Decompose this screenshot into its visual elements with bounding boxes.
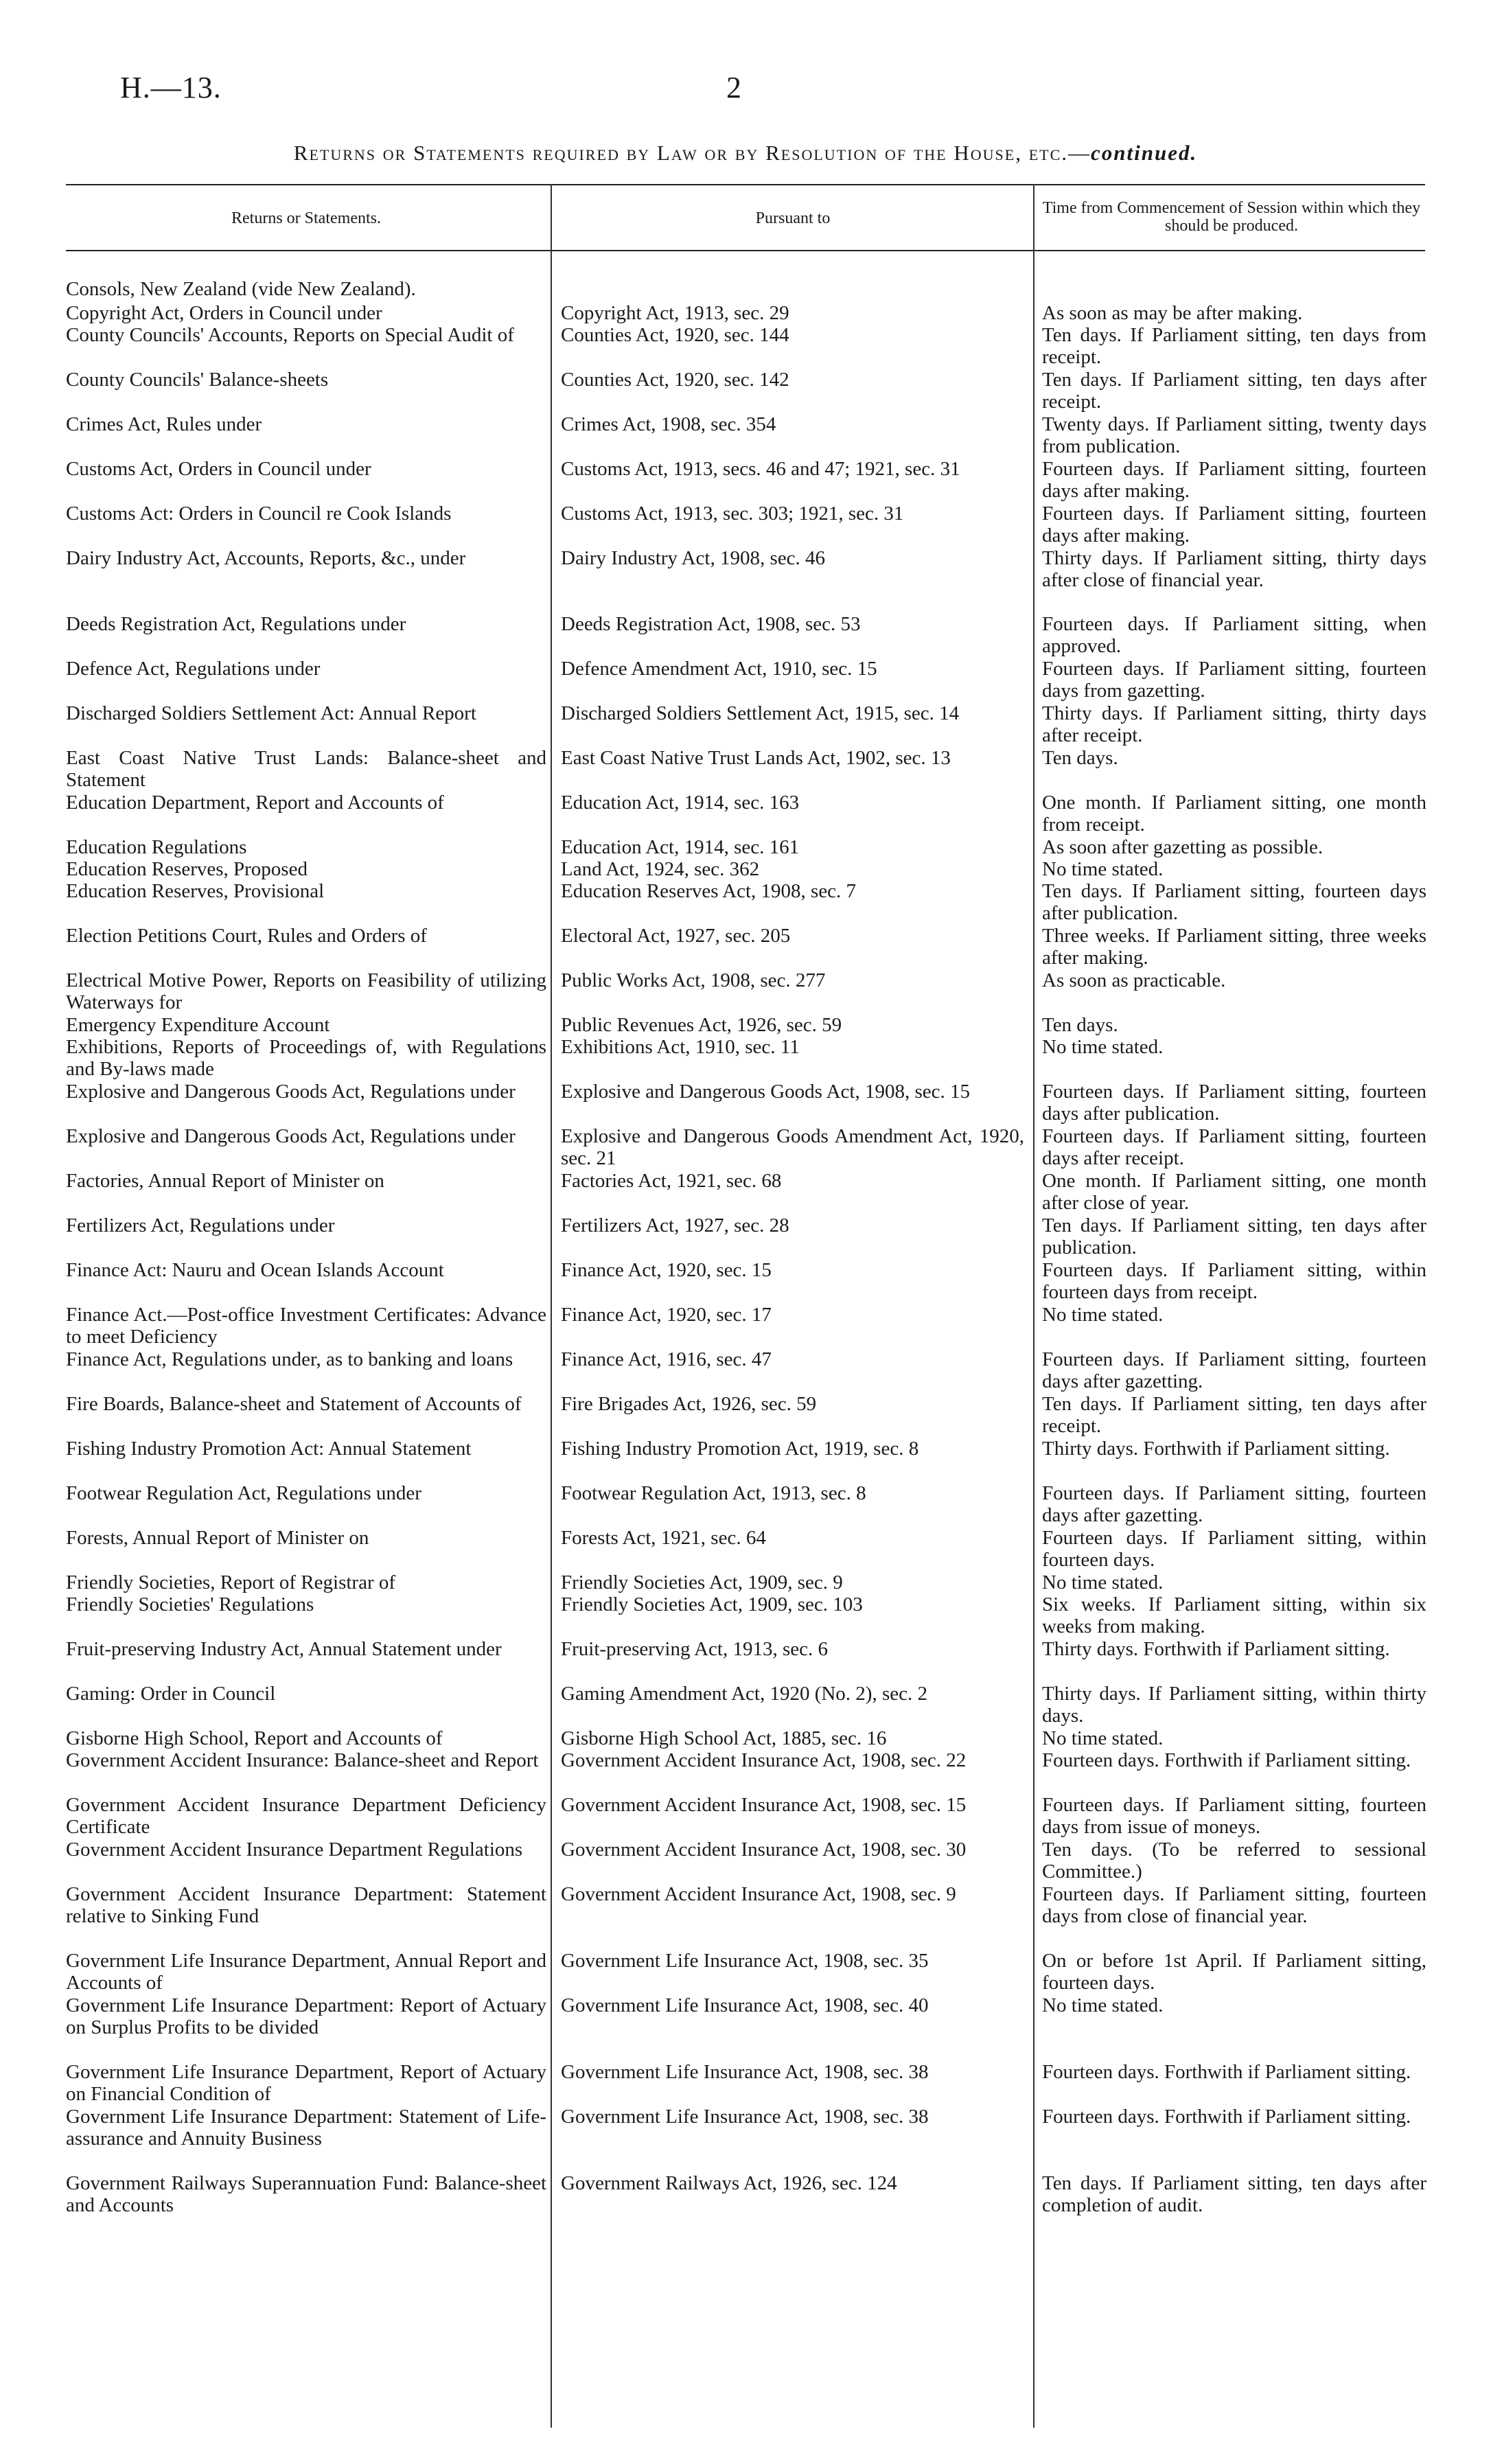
cell-pursuant: Discharged Soldiers Settlement Act, 1915, sec. 14 bbox=[561, 702, 960, 724]
cell-time: Fourteen days. If Parliament sitting, fourteen days after publication. bbox=[1042, 1081, 1426, 1125]
cell-return: Footwear Regulation Act, Regulations under bbox=[66, 1482, 421, 1504]
cell-return: Government Accident Insurance Department: Statement relative to Sinking Fund bbox=[66, 1883, 546, 1927]
cell-time: Fourteen days. If Parliament sitting, fourteen days after gazetting. bbox=[1042, 1348, 1426, 1392]
column-divider-1 bbox=[551, 184, 552, 2428]
cell-pursuant: Factories Act, 1921, sec. 68 bbox=[561, 1170, 782, 1192]
cell-time: Fourteen days. If Parliament sitting, fourteen days from close of financial year. bbox=[1042, 1883, 1426, 1927]
cell-pursuant: Government Railways Act, 1926, sec. 124 bbox=[561, 2172, 897, 2194]
cell-pursuant: Public Revenues Act, 1926, sec. 59 bbox=[561, 1014, 842, 1036]
cell-pursuant: Electoral Act, 1927, sec. 205 bbox=[561, 925, 791, 947]
cell-time: Six weeks. If Parliament sitting, within six weeks from making. bbox=[1042, 1593, 1426, 1637]
cell-return: Fishing Industry Promotion Act: Annual Statement bbox=[66, 1438, 472, 1460]
cell-time: Ten days. (To be referred to sessional Committee.) bbox=[1042, 1839, 1426, 1882]
cell-pursuant: Education Reserves Act, 1908, sec. 7 bbox=[561, 880, 857, 902]
cell-time: Thirty days. If Parliament sitting, within thirty days. bbox=[1042, 1683, 1426, 1727]
cell-pursuant: Government Life Insurance Act, 1908, sec. 40 bbox=[561, 1994, 929, 2016]
cell-time: Fourteen days. Forthwith if Parliament sitting. bbox=[1042, 1749, 1411, 1771]
cell-pursuant: Deeds Registration Act, 1908, sec. 53 bbox=[561, 613, 861, 635]
page-number: 2 bbox=[726, 71, 741, 104]
cell-return: Government Accident Insurance Department Regulations bbox=[66, 1839, 523, 1861]
cell-time: Fourteen days. If Parliament sitting, fourteen days after making. bbox=[1042, 503, 1426, 546]
table-top-rule bbox=[66, 184, 1425, 185]
cell-time: As soon after gazetting as possible. bbox=[1042, 836, 1324, 858]
title-main: Returns or Statements required by Law or by Resolution of the House, etc.— bbox=[293, 141, 1091, 165]
page-title bbox=[0, 141, 1491, 165]
cell-time: One month. If Parliament sitting, one month from receipt. bbox=[1042, 792, 1426, 836]
cell-time: Fourteen days. If Parliament sitting, within fourteen days. bbox=[1042, 1527, 1426, 1571]
cell-time: Twenty days. If Parliament sitting, twenty days from publication. bbox=[1042, 413, 1426, 457]
cell-time: Fourteen days. If Parliament sitting, fourteen days after receipt. bbox=[1042, 1125, 1426, 1169]
cell-time: On or before 1st April. If Parliament sitting, fourteen days. bbox=[1042, 1950, 1426, 1994]
cell-time: No time stated. bbox=[1042, 1304, 1164, 1326]
cell-pursuant: Customs Act, 1913, sec. 303; 1921, sec. 31 bbox=[561, 503, 904, 525]
cell-pursuant: Friendly Societies Act, 1909, sec. 9 bbox=[561, 1571, 843, 1593]
header-returns: Returns or Statements. bbox=[231, 209, 381, 227]
cell-pursuant: Explosive and Dangerous Goods Act, 1908, sec. 15 bbox=[561, 1081, 971, 1103]
cell-time: Ten days. bbox=[1042, 747, 1118, 769]
cell-return: Consols, New Zealand (vide New Zealand). bbox=[66, 278, 416, 300]
cell-return: Fruit-preserving Industry Act, Annual Statement under bbox=[66, 1638, 502, 1660]
cell-return: East Coast Native Trust Lands: Balance-sheet and Statement bbox=[66, 747, 546, 791]
cell-return: Explosive and Dangerous Goods Act, Regulations under bbox=[66, 1125, 516, 1147]
cell-time: Ten days. If Parliament sitting, ten days after publication. bbox=[1042, 1214, 1426, 1258]
cell-pursuant: Finance Act, 1916, sec. 47 bbox=[561, 1348, 772, 1370]
cell-return: Discharged Soldiers Settlement Act: Annual Report bbox=[66, 702, 476, 724]
cell-time: Ten days. If Parliament sitting, fourteen days after publication. bbox=[1042, 880, 1426, 924]
cell-pursuant: Exhibitions Act, 1910, sec. 11 bbox=[561, 1036, 800, 1058]
page-reference: H.—13. bbox=[120, 71, 222, 104]
cell-time: No time stated. bbox=[1042, 858, 1164, 880]
cell-time: Fourteen days. Forthwith if Parliament sitting. bbox=[1042, 2061, 1411, 2083]
cell-pursuant: Gisborne High School Act, 1885, sec. 16 bbox=[561, 1727, 887, 1749]
cell-return: Education Regulations bbox=[66, 836, 247, 858]
cell-return: Education Reserves, Provisional bbox=[66, 880, 325, 902]
cell-return: Finance Act, Regulations under, as to banking and loans bbox=[66, 1348, 513, 1370]
cell-time: Fourteen days. If Parliament sitting, fourteen days from gazetting. bbox=[1042, 658, 1426, 702]
cell-pursuant: Counties Act, 1920, sec. 142 bbox=[561, 369, 789, 391]
cell-return: Government Life Insurance Department, Annual Report and Accounts of bbox=[66, 1950, 546, 1994]
cell-return: Education Reserves, Proposed bbox=[66, 858, 308, 880]
cell-return: Deeds Registration Act, Regulations under bbox=[66, 613, 406, 635]
cell-time: Thirty days. If Parliament sitting, thirty days after receipt. bbox=[1042, 702, 1426, 746]
cell-return: Crimes Act, Rules under bbox=[66, 413, 262, 435]
cell-time: Fourteen days. If Parliament sitting, fourteen days after making. bbox=[1042, 458, 1426, 502]
cell-time: Thirty days. Forthwith if Parliament sitting. bbox=[1042, 1638, 1390, 1660]
cell-return: Friendly Societies' Regulations bbox=[66, 1593, 314, 1615]
cell-return: Government Accident Insurance: Balance-sheet and Report bbox=[66, 1749, 539, 1771]
cell-return: Government Railways Superannuation Fund: Balance-sheet and Accounts bbox=[66, 2172, 546, 2216]
cell-time: Thirty days. If Parliament sitting, thirty days after close of financial year. bbox=[1042, 547, 1426, 591]
cell-pursuant: Copyright Act, 1913, sec. 29 bbox=[561, 302, 789, 324]
cell-time: Ten days. If Parliament sitting, ten days after receipt. bbox=[1042, 369, 1426, 413]
cell-time: No time stated. bbox=[1042, 1994, 1164, 2016]
cell-time: No time stated. bbox=[1042, 1036, 1164, 1058]
cell-return: Fire Boards, Balance-sheet and Statement of Accounts of bbox=[66, 1393, 522, 1415]
cell-return: Copyright Act, Orders in Council under bbox=[66, 302, 382, 324]
cell-return: Finance Act.—Post-office Investment Certificates: Advance to meet Deficiency bbox=[66, 1304, 546, 1348]
cell-pursuant: Public Works Act, 1908, sec. 277 bbox=[561, 969, 826, 991]
cell-return: County Councils' Balance-sheets bbox=[66, 369, 329, 391]
cell-time: Thirty days. Forthwith if Parliament sitting. bbox=[1042, 1438, 1390, 1460]
cell-pursuant: Defence Amendment Act, 1910, sec. 15 bbox=[561, 658, 877, 680]
cell-return: Electrical Motive Power, Reports on Feasibility of utilizing Waterways for bbox=[66, 969, 546, 1013]
cell-return: Dairy Industry Act, Accounts, Reports, &c., under bbox=[66, 547, 466, 569]
cell-pursuant: Finance Act, 1920, sec. 15 bbox=[561, 1259, 772, 1281]
header-time: Time from Commencement of Session within which they should be produced. bbox=[1042, 199, 1421, 235]
cell-pursuant: East Coast Native Trust Lands Act, 1902, sec. 13 bbox=[561, 747, 951, 769]
cell-pursuant: Dairy Industry Act, 1908, sec. 46 bbox=[561, 547, 825, 569]
cell-time: Fourteen days. If Parliament sitting, fourteen days after gazetting. bbox=[1042, 1482, 1426, 1526]
cell-pursuant: Fruit-preserving Act, 1913, sec. 6 bbox=[561, 1638, 829, 1660]
cell-pursuant: Fire Brigades Act, 1926, sec. 59 bbox=[561, 1393, 817, 1415]
cell-return: Exhibitions, Reports of Proceedings of, with Regulations and By-laws made bbox=[66, 1036, 546, 1080]
cell-return: Government Life Insurance Department: Report of Actuary on Surplus Profits to be divided bbox=[66, 1994, 546, 2038]
cell-time: As soon as may be after making. bbox=[1042, 302, 1303, 324]
cell-pursuant: Fishing Industry Promotion Act, 1919, sec. 8 bbox=[561, 1438, 919, 1460]
cell-time: Ten days. If Parliament sitting, ten days from receipt. bbox=[1042, 324, 1426, 368]
cell-pursuant: Government Life Insurance Act, 1908, sec. 35 bbox=[561, 1950, 929, 1972]
cell-pursuant: Forests Act, 1921, sec. 64 bbox=[561, 1527, 766, 1549]
cell-pursuant: Land Act, 1924, sec. 362 bbox=[561, 858, 760, 880]
cell-time: Ten days. bbox=[1042, 1014, 1118, 1036]
cell-return: Customs Act: Orders in Council re Cook Islands bbox=[66, 503, 452, 525]
cell-return: Gaming: Order in Council bbox=[66, 1683, 276, 1705]
cell-pursuant: Government Accident Insurance Act, 1908, sec. 22 bbox=[561, 1749, 967, 1771]
cell-pursuant: Crimes Act, 1908, sec. 354 bbox=[561, 413, 776, 435]
cell-return: Government Life Insurance Department: Statement of Life-assurance and Annuity Business bbox=[66, 2106, 546, 2150]
cell-return: Friendly Societies, Report of Registrar of bbox=[66, 1571, 396, 1593]
cell-time: As soon as practicable. bbox=[1042, 969, 1226, 991]
cell-pursuant: Customs Act, 1913, secs. 46 and 47; 1921, sec. 31 bbox=[561, 458, 960, 480]
cell-return: Government Life Insurance Department, Report of Actuary on Financial Condition of bbox=[66, 2061, 546, 2105]
cell-return: Defence Act, Regulations under bbox=[66, 658, 321, 680]
cell-return: Gisborne High School, Report and Accounts of bbox=[66, 1727, 443, 1749]
cell-return: County Councils' Accounts, Reports on Special Audit of bbox=[66, 324, 514, 346]
cell-pursuant: Government Life Insurance Act, 1908, sec. 38 bbox=[561, 2106, 929, 2128]
cell-pursuant: Gaming Amendment Act, 1920 (No. 2), sec. 2 bbox=[561, 1683, 927, 1705]
cell-return: Finance Act: Nauru and Ocean Islands Account bbox=[66, 1259, 444, 1281]
cell-return: Fertilizers Act, Regulations under bbox=[66, 1214, 335, 1236]
column-divider-2 bbox=[1033, 184, 1035, 2428]
cell-pursuant: Fertilizers Act, 1927, sec. 28 bbox=[561, 1214, 789, 1236]
cell-return: Factories, Annual Report of Minister on bbox=[66, 1170, 384, 1192]
cell-pursuant: Friendly Societies Act, 1909, sec. 103 bbox=[561, 1593, 863, 1615]
cell-time: Ten days. If Parliament sitting, ten days after receipt. bbox=[1042, 1393, 1426, 1437]
cell-time: No time stated. bbox=[1042, 1727, 1164, 1749]
cell-return: Explosive and Dangerous Goods Act, Regulations under bbox=[66, 1081, 516, 1103]
cell-pursuant: Footwear Regulation Act, 1913, sec. 8 bbox=[561, 1482, 866, 1504]
cell-return: Government Accident Insurance Department Deficiency Certificate bbox=[66, 1794, 546, 1838]
cell-time: Ten days. If Parliament sitting, ten days after completion of audit. bbox=[1042, 2172, 1426, 2216]
cell-time: Fourteen days. If Parliament sitting, when approved. bbox=[1042, 613, 1426, 657]
cell-return: Emergency Expenditure Account bbox=[66, 1014, 330, 1036]
cell-return: Forests, Annual Report of Minister on bbox=[66, 1527, 369, 1549]
cell-time: One month. If Parliament sitting, one month after close of year. bbox=[1042, 1170, 1426, 1214]
cell-time: No time stated. bbox=[1042, 1571, 1164, 1593]
title-continued: continued. bbox=[1091, 141, 1198, 165]
table-header-rule bbox=[66, 250, 1425, 251]
cell-pursuant: Education Act, 1914, sec. 163 bbox=[561, 792, 800, 814]
cell-pursuant: Counties Act, 1920, sec. 144 bbox=[561, 324, 789, 346]
cell-pursuant: Government Accident Insurance Act, 1908, sec. 9 bbox=[561, 1883, 956, 1905]
cell-return: Election Petitions Court, Rules and Orders of bbox=[66, 925, 427, 947]
cell-time: Fourteen days. Forthwith if Parliament sitting. bbox=[1042, 2106, 1411, 2128]
cell-pursuant: Finance Act, 1920, sec. 17 bbox=[561, 1304, 772, 1326]
cell-return: Customs Act, Orders in Council under bbox=[66, 458, 371, 480]
cell-time: Three weeks. If Parliament sitting, three weeks after making. bbox=[1042, 925, 1426, 969]
cell-pursuant: Education Act, 1914, sec. 161 bbox=[561, 836, 800, 858]
cell-pursuant: Government Life Insurance Act, 1908, sec. 38 bbox=[561, 2061, 929, 2083]
header-pursuant: Pursuant to bbox=[755, 209, 831, 227]
cell-return: Education Department, Report and Accounts of bbox=[66, 792, 444, 814]
cell-pursuant: Government Accident Insurance Act, 1908, sec. 15 bbox=[561, 1794, 967, 1816]
cell-time: Fourteen days. If Parliament sitting, fourteen days from issue of moneys. bbox=[1042, 1794, 1426, 1838]
cell-pursuant: Government Accident Insurance Act, 1908, sec. 30 bbox=[561, 1839, 967, 1861]
cell-pursuant: Explosive and Dangerous Goods Amendment Act, 1920, sec. 21 bbox=[561, 1125, 1024, 1169]
cell-time: Fourteen days. If Parliament sitting, within fourteen days from receipt. bbox=[1042, 1259, 1426, 1303]
